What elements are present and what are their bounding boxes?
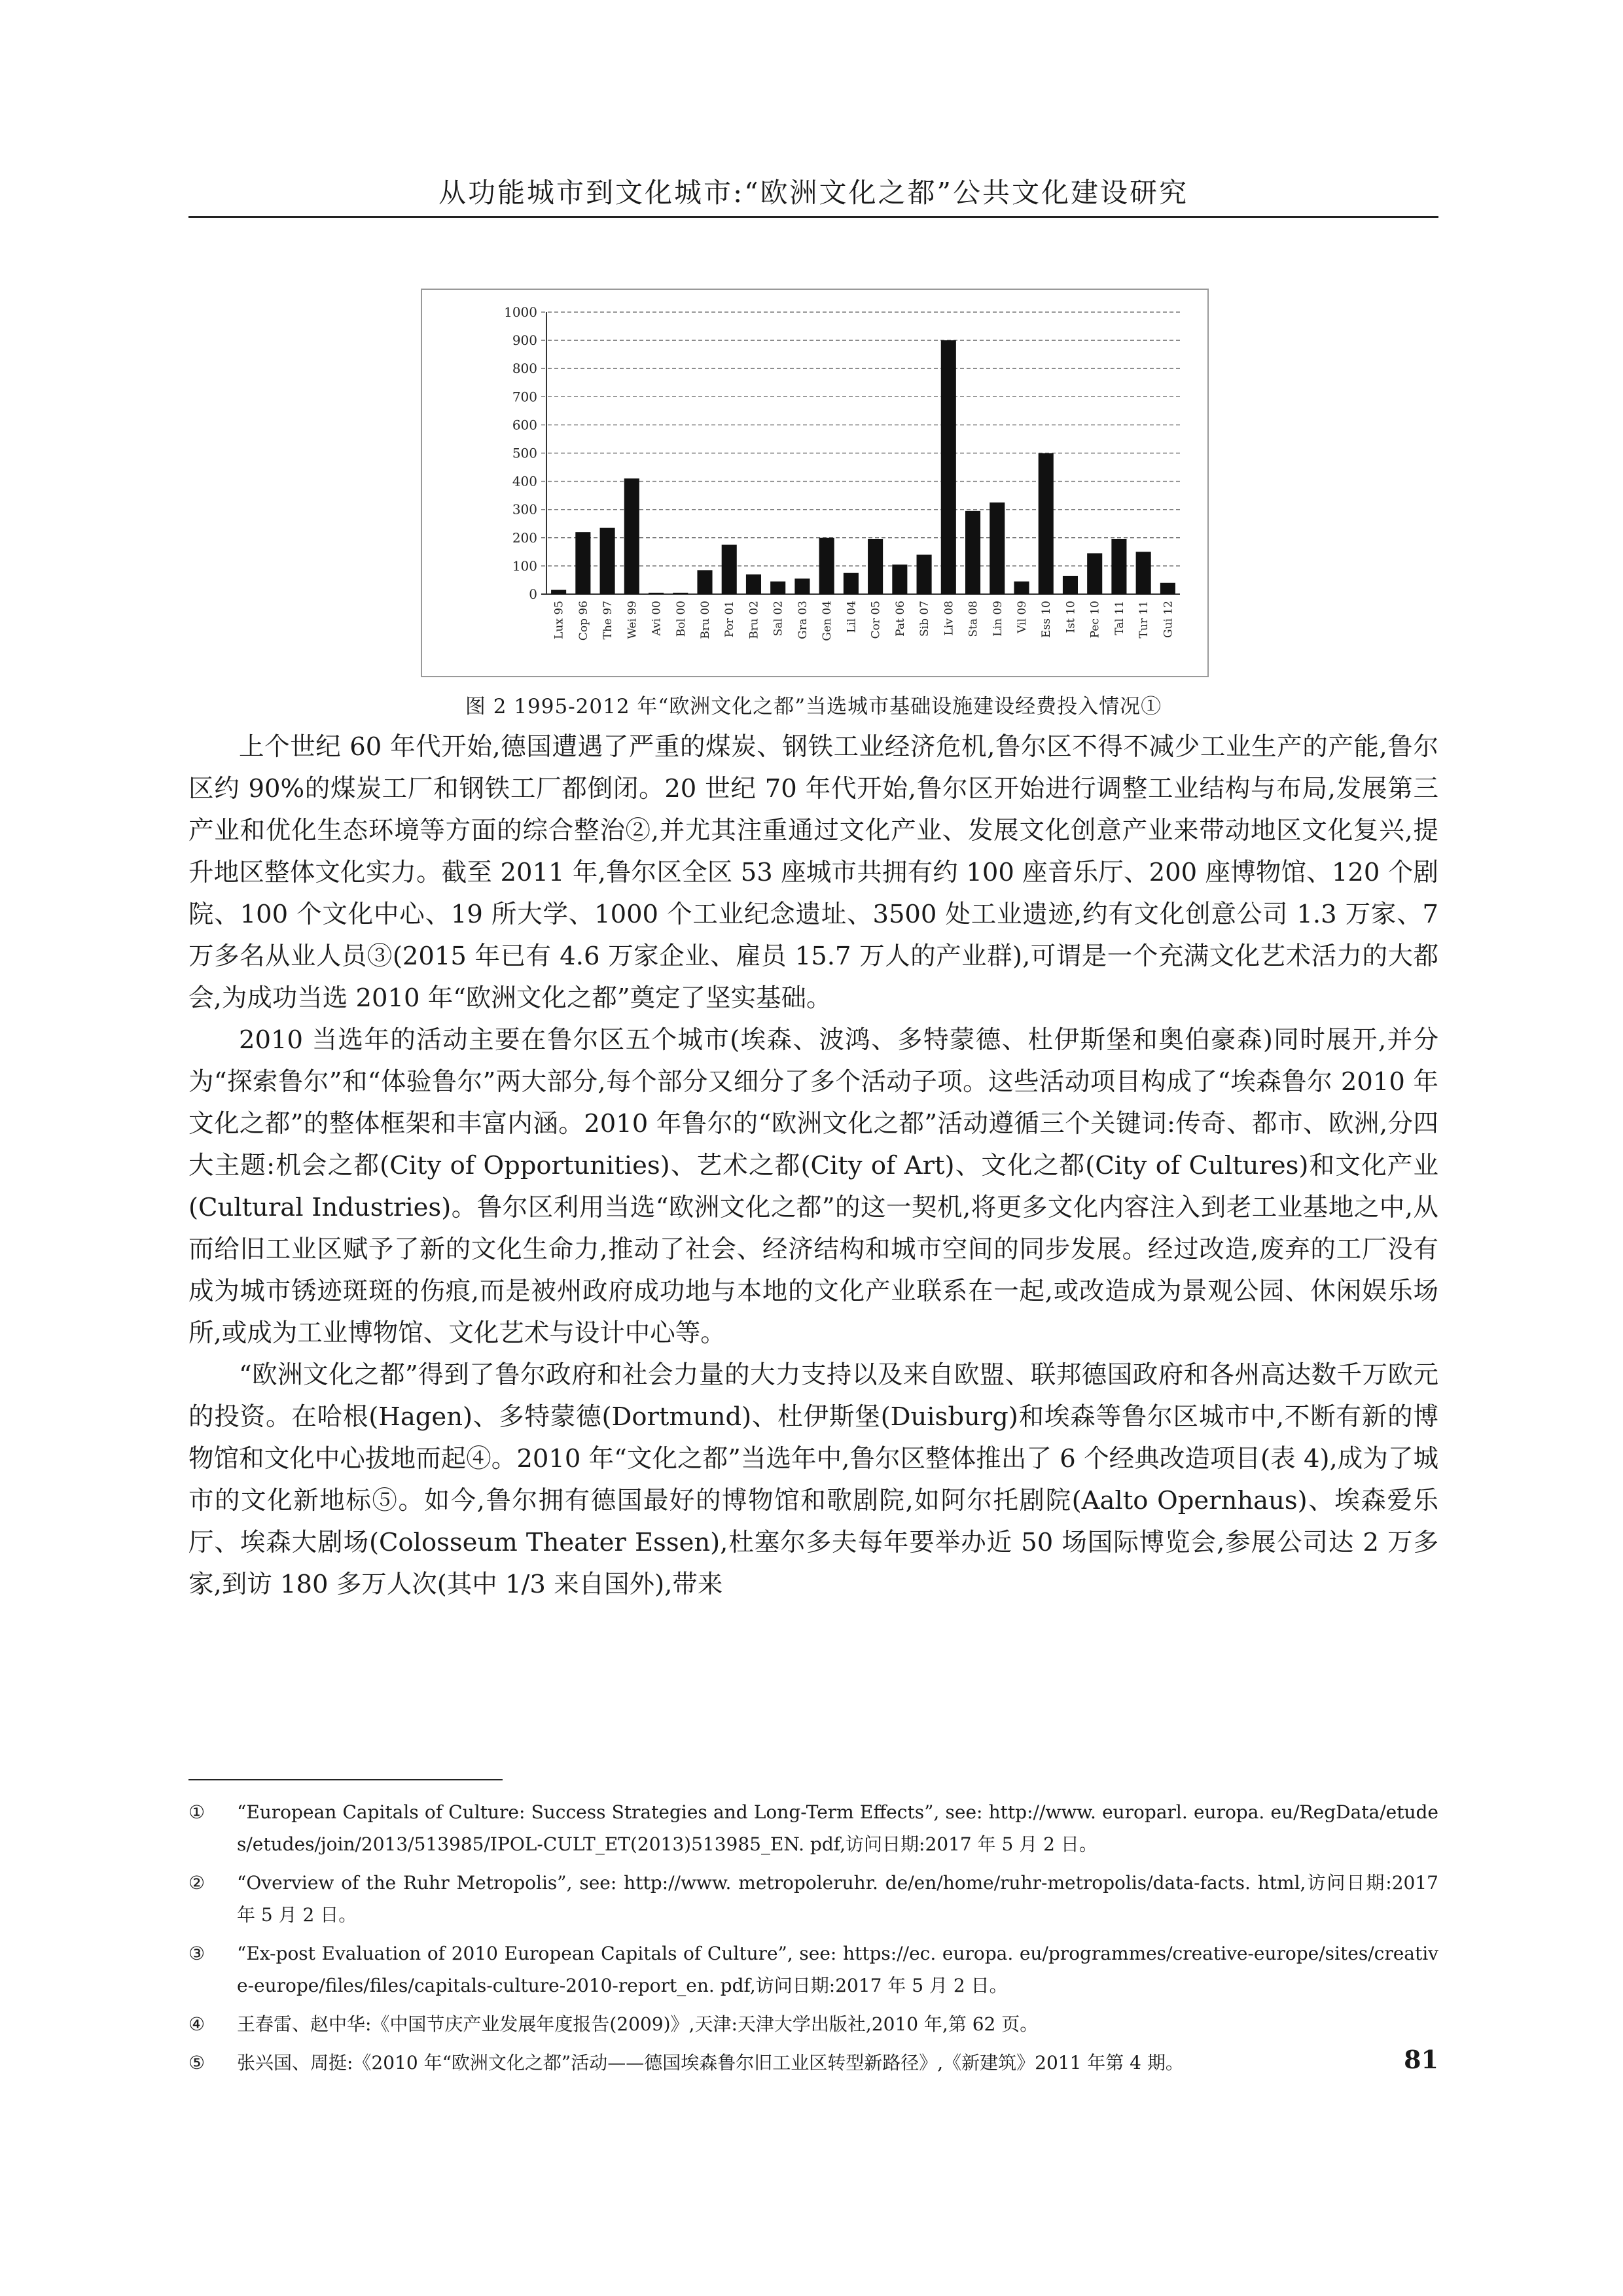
x-tick-label: Avi 00 <box>650 601 664 636</box>
y-tick-label: 500 <box>512 445 537 461</box>
bar <box>575 532 590 594</box>
x-tick-label: Por 01 <box>723 601 737 638</box>
x-tick-label: Lux 95 <box>552 601 566 639</box>
footnote-text: “European Capitals of Culture: Success Strategies and Long-Term Effects”, see: http://www. europarl. europa. eu/RegData/etudes/etudes/join/2013/513985/IPOL-CULT_ET(2013)513985_EN. pdf,访问日期:2017 年 5 月 2 日。 <box>237 1801 1438 1855</box>
x-tick-label: Wei 99 <box>626 601 639 639</box>
figure-caption: 图 2 1995-2012 年“欧洲文化之都”当选城市基础设施建设经费投入情况① <box>465 695 1162 718</box>
running-title: 从功能城市到文化城市:“欧洲文化之都”公共文化建设研究 <box>438 177 1189 209</box>
footnote <box>188 2008 1438 2040</box>
bar <box>965 511 980 594</box>
figure-frame <box>421 289 1209 677</box>
bar <box>624 478 639 594</box>
footnote <box>188 1796 1438 1860</box>
footnote-mark: ③ <box>188 1943 205 1964</box>
x-tick-label: Gen 04 <box>821 601 834 641</box>
x-tick-label: Tal 11 <box>1113 601 1126 635</box>
x-tick-label: Bru 00 <box>699 601 712 639</box>
bar <box>722 545 737 594</box>
x-tick-label: Pat 06 <box>893 601 907 637</box>
x-tick-label: Sal 02 <box>772 601 785 637</box>
footnote-text: “Overview of the Ruhr Metropolis”, see: http://www. metropoleruhr. de/en/home/ruhr-metropolis/data-facts. html,访问日期:2017 年 5 月 2 日。 <box>237 1872 1438 1926</box>
bar <box>1039 453 1054 595</box>
footnote-rule <box>188 1779 503 1780</box>
x-tick-label: Vil 09 <box>1016 601 1029 633</box>
footnote-mark: ② <box>188 1872 205 1894</box>
footnote-mark: ④ <box>188 2013 205 2035</box>
bar <box>941 340 956 594</box>
x-tick-label: Bol 00 <box>674 601 688 637</box>
y-tick-label: 700 <box>512 389 537 405</box>
bar <box>892 565 907 594</box>
bar <box>551 590 566 594</box>
header-rule <box>188 216 1438 218</box>
x-tick-label: Lil 04 <box>845 601 859 633</box>
x-tick-label: Bru 02 <box>747 601 761 639</box>
x-tick-label: Liv 08 <box>942 601 956 636</box>
bar <box>673 593 688 594</box>
y-tick-label: 1000 <box>504 304 537 320</box>
bar <box>649 593 664 594</box>
bar <box>1063 576 1078 594</box>
x-tick-label: Sta 08 <box>967 601 980 637</box>
body-paragraph: 2010 当选年的活动主要在鲁尔区五个城市(埃森、波鸿、多特蒙德、杜伊斯堡和奥伯豪森)同时展开,并分为“探索鲁尔”和“体验鲁尔”两大部分,每个部分又细分了多个活动子项。这些活动项目构成了“埃森鲁尔 2010 年文化之都”的整体框架和丰富内涵。2010 年鲁尔的“欧洲文化之都”活动遵循三个关键词:传奇、都市、欧洲,分四大主题:机会之都(City of Opportunities)、艺术之都(City of Art)、文化之都(City of Cultures)和文化产业(Cultural Industries)。鲁尔区利用当选“欧洲文化之都”的这一契机,将更多文化内容注入到老工业基地之中,从而给旧工业区赋予了新的文化生命力,推动了社会、经济结构和城市空间的同步发展。经过改造,废弃的工厂没有成为城市锈迹斑斑的伤痕,而是被州政府成功地与本地的文化产业联系在一起,或改造成为景观公园、休闲娱乐场所,或成为工业博物馆、文化艺术与设计中心等。 <box>188 1025 1438 1348</box>
x-tick-label: Gra 03 <box>796 601 810 639</box>
bar <box>819 538 834 594</box>
x-tick-label: Gui 12 <box>1162 601 1175 639</box>
footnote-mark: ① <box>188 1801 205 1823</box>
x-tick-label: Ess 10 <box>1040 601 1054 638</box>
bar <box>746 574 761 594</box>
bar <box>990 503 1005 594</box>
x-tick-label: Pec 10 <box>1088 601 1102 639</box>
bar <box>844 573 859 594</box>
y-tick-label: 400 <box>512 473 537 489</box>
y-tick-label: 800 <box>512 361 537 377</box>
y-tick-label: 0 <box>529 586 537 602</box>
y-tick-label: 100 <box>512 557 537 574</box>
footnote-text: 张兴国、周挺:《2010 年“欧洲文化之都”活动——德国埃森鲁尔旧工业区转型新路径》,《新建筑》2011 年第 4 期。 <box>237 2052 1184 2074</box>
body-paragraph: 上个世纪 60 年代开始,德国遭遇了严重的煤炭、钢铁工业经济危机,鲁尔区不得不减少工业生产的产能,鲁尔区约 90%的煤炭工厂和钢铁工厂都倒闭。20 世纪 70 年代开始,鲁尔区开始进行调整工业结构与布局,发展第三产业和优化生态环境等方面的综合整治②,并尤其注重通过文化产业、发展文化创意产业来带动地区文化复兴,提升地区整体文化实力。截至 2011 年,鲁尔区全区 53 座城市共拥有约 100 座音乐厅、200 座博物馆、120 个剧院、100 个文化中心、19 所大学、1000 个工业纪念遗址、3500 处工业遗迹,约有文化创意公司 1.3 万家、7 万多名从业人员③(2015 年已有 4.6 万家企业、雇员 15.7 万人的产业群),可谓是一个充满文化艺术活力的大都会,为成功当选 2010 年“欧洲文化之都”奠定了坚实基础。 <box>188 732 1438 1013</box>
footnote <box>188 2047 1438 2079</box>
y-tick-label: 300 <box>512 501 537 518</box>
bar <box>600 528 615 594</box>
bar <box>1111 539 1126 594</box>
bar <box>868 539 883 594</box>
bar-chart <box>422 290 1207 676</box>
footnotes <box>188 1796 1438 2085</box>
y-tick-label: 600 <box>512 417 537 433</box>
y-tick-label: 200 <box>512 529 537 546</box>
footnote-text: 王春雷、赵中华:《中国节庆产业发展年度报告(2009)》,天津:天津大学出版社,2010 年,第 62 页。 <box>237 2013 1039 2035</box>
bar <box>794 578 810 594</box>
bar <box>770 582 785 594</box>
footnote <box>188 1867 1438 1931</box>
bar <box>697 570 712 594</box>
footnote-text: “Ex-post Evaluation of 2010 European Capitals of Culture”, see: https://ec. europa. eu/programmes/creative-europe/sites/creative-europe/files/files/capitals-culture-2010-report_en. pdf,访问日期:2017 年 5 月 2 日。 <box>237 1943 1438 1996</box>
x-tick-label: Ist 10 <box>1064 601 1078 633</box>
body-paragraph: “欧洲文化之都”得到了鲁尔政府和社会力量的大力支持以及来自欧盟、联邦德国政府和各州高达数千万欧元的投资。在哈根(Hagen)、多特蒙德(Dortmund)、杜伊斯堡(Duisburg)和埃森等鲁尔区城市中,不断有新的博物馆和文化中心拔地而起④。2010 年“文化之都”当选年中,鲁尔区整体推出了 6 个经典改造项目(表 4),成为了城市的文化新地标⑤。如今,鲁尔拥有德国最好的博物馆和歌剧院,如阿尔托剧院(Aalto Opernhaus)、埃森爱乐厅、埃森大剧场(Colosseum Theater Essen),杜塞尔多夫每年要举办近 50 场国际博览会,参展公司达 2 万多家,到访 180 多万人次(其中 1/3 来自国外),带来 <box>188 1360 1438 1599</box>
x-tick-label: The 97 <box>601 601 615 640</box>
x-tick-label: Tur 11 <box>1137 601 1151 639</box>
footnote <box>188 1937 1438 2002</box>
bar <box>917 555 932 594</box>
bar <box>1014 582 1029 594</box>
x-tick-label: Cop 96 <box>577 601 590 641</box>
x-tick-label: Sib 07 <box>918 601 932 637</box>
bar <box>1160 583 1175 594</box>
bar <box>1087 554 1102 594</box>
x-tick-label: Lin 09 <box>991 601 1005 637</box>
bar <box>1136 552 1151 594</box>
body-text <box>188 726 1438 1606</box>
page-number: 81 <box>1404 2045 1438 2074</box>
x-tick-label: Cor 05 <box>869 601 883 639</box>
footnote-mark: ⑤ <box>188 2052 205 2074</box>
y-tick-label: 900 <box>512 332 537 349</box>
